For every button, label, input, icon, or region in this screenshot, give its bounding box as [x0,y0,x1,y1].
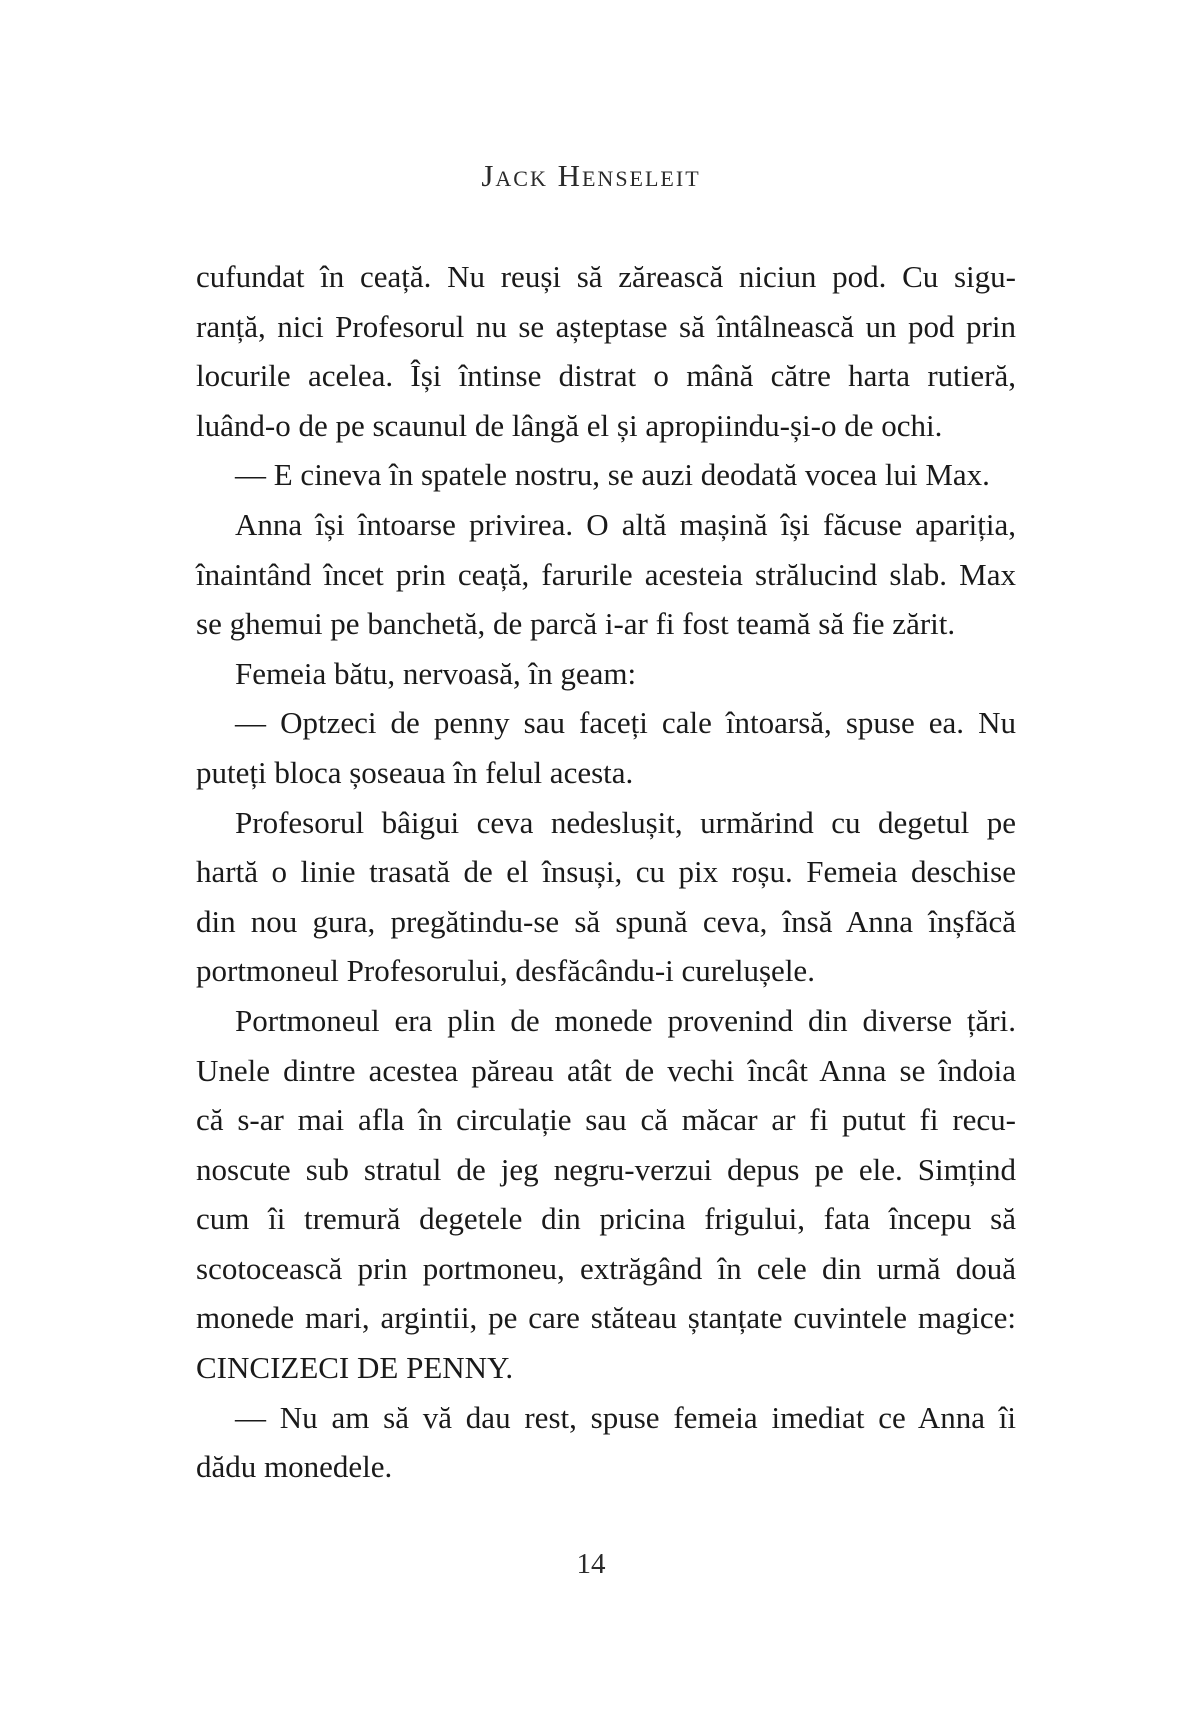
paragraph [196,996,1016,1393]
text-line: Portmoneul era plin de monede provenind din diverse țări. [235,1002,1016,1038]
paragraph [196,500,1016,649]
running-header: Jack Henseleit [481,158,701,193]
paragraph [196,1393,1016,1492]
text-line: — Nu am să vă dau rest, spuse femeia imediat ce Anna îi [235,1399,1016,1435]
text-line: locurile acelea. Își întinse distrat o mână către harta rutieră, [196,358,1016,394]
text-line: cufundat în ceață. Nu reuși să zărească niciun pod. Cu sigu- [196,259,1016,294]
paragraph [196,450,1016,500]
paragraph [196,698,1016,797]
text-line: ranță, nici Profesorul nu se așteptase să întâlnească un pod prin [196,308,1016,344]
text-line: scotocească prin portmoneu, extrăgând în cele din urmă două [196,1250,1016,1286]
text-line: din nou gura, pregătindu-se să spună ceva, însă Anna înșfăcă [196,903,1016,939]
body-text [196,252,1016,1492]
text-line: cum îi tremură degetele din pricina frigului, fata începu să [196,1201,1016,1237]
text-line: monede mari, argintii, pe care stăteau ștanțate cuvintele magice: [196,1300,1016,1336]
text-line: puteți bloca șoseaua în felul acesta. [196,754,634,790]
text-line: că s-ar mai afla în circulație sau că măcar ar fi putut fi recu- [196,1102,1016,1138]
text-line: portmoneul Profesorului, desfăcându-i curelușele. [196,953,815,989]
text-line: — E cineva în spatele nostru, se auzi deodată vocea lui Max. [235,457,990,493]
text-line: dădu monedele. [196,1449,393,1485]
page-number: 14 [576,1548,606,1580]
text-line: CINCIZECI DE PENNY. [196,1350,514,1386]
text-line: Unele dintre acestea păreau atât de vechi încât Anna se îndoia [196,1052,1016,1088]
text-line: Profesorul bâigui ceva nedeslușit, urmărind cu degetul pe [235,804,1016,840]
text-line: se ghemui pe banchetă, de parcă i-ar fi fost teamă să fie zărit. [196,606,956,642]
text-line: Anna își întoarse privirea. O altă mașină își făcuse apariția, [235,506,1016,542]
paragraph [196,252,1016,450]
text-line: — Optzeci de penny sau faceți cale întoarsă, spuse ea. Nu [235,705,1016,741]
text-line: luând-o de pe scaunul de lângă el și apropiindu-și-o de ochi. [196,407,943,443]
text-line: Femeia bătu, nervoasă, în geam: [235,655,637,691]
paragraph [196,649,1016,699]
paragraph [196,798,1016,996]
text-line: înaintând încet prin ceață, farurile acesteia strălucind slab. Max [196,556,1016,592]
text-line: noscute sub stratul de jeg negru-verzui depus pe ele. Simțind [196,1151,1016,1187]
text-line: hartă o linie trasată de el însuși, cu pix roșu. Femeia deschise [196,854,1016,890]
